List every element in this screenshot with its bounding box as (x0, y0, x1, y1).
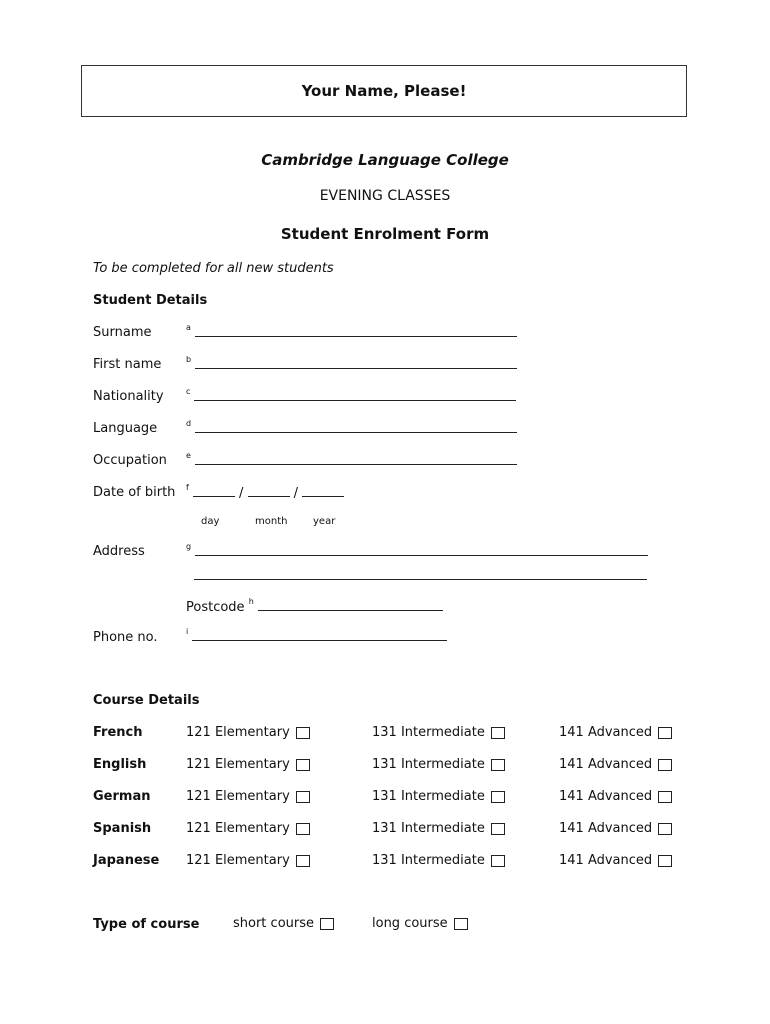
field-letter: f (186, 483, 189, 492)
course-checkbox[interactable] (296, 791, 310, 803)
short-course-option[interactable] (233, 916, 334, 931)
course-level-label: 131 Intermediate (372, 757, 485, 772)
course-checkbox[interactable] (658, 823, 672, 835)
short-course-checkbox[interactable] (320, 918, 334, 930)
field-letter: b (186, 355, 192, 364)
address-label: Address (93, 544, 145, 559)
course-checkbox[interactable] (658, 855, 672, 867)
nationality-field[interactable] (186, 388, 516, 405)
language-row-label: Japanese (93, 853, 160, 868)
course-level-label: 141 Advanced (559, 757, 653, 772)
intro-text: To be completed for all new students (93, 261, 334, 276)
course-checkbox[interactable] (491, 855, 505, 867)
first-name-label: First name (93, 357, 162, 372)
course-option[interactable] (186, 853, 310, 868)
language-label: Language (93, 421, 158, 436)
course-checkbox[interactable] (296, 727, 310, 739)
course-option[interactable] (559, 789, 672, 804)
course-level-label: 141 Advanced (559, 821, 653, 836)
course-option[interactable] (186, 757, 310, 772)
course-level-label: 121 Elementary (186, 725, 290, 740)
course-option[interactable] (559, 853, 672, 868)
long-course-checkbox[interactable] (454, 918, 468, 930)
occupation-field[interactable] (186, 452, 517, 469)
course-level-label: 131 Intermediate (372, 853, 485, 868)
field-letter: g (186, 542, 192, 551)
dob-separator: / (293, 486, 299, 501)
course-checkbox[interactable] (296, 855, 310, 867)
course-option[interactable] (372, 821, 505, 836)
course-level-label: 121 Elementary (186, 821, 290, 836)
surname-field[interactable] (186, 324, 517, 341)
course-option[interactable] (372, 853, 505, 868)
form-title: Student Enrolment Form (280, 225, 490, 243)
dob-label: Date of birth (93, 485, 176, 500)
course-checkbox[interactable] (296, 759, 310, 771)
name-box[interactable] (81, 65, 687, 117)
address-line-2[interactable] (194, 567, 647, 584)
course-checkbox[interactable] (658, 791, 672, 803)
dob-year-hint: year (313, 516, 336, 527)
course-checkbox[interactable] (658, 759, 672, 771)
college-name: Cambridge Language College (261, 151, 509, 169)
course-option[interactable] (559, 757, 672, 772)
course-level-label: 121 Elementary (186, 853, 290, 868)
course-level-label: 121 Elementary (186, 757, 290, 772)
course-option[interactable] (186, 821, 310, 836)
course-details-heading: Course Details (93, 693, 200, 708)
postcode-label: Postcode (186, 600, 245, 615)
course-level-label: 121 Elementary (186, 789, 290, 804)
dob-day-input[interactable] (193, 484, 235, 497)
course-option[interactable] (372, 725, 505, 740)
address-line-1[interactable] (186, 543, 648, 560)
field-letter: d (186, 419, 192, 428)
course-checkbox[interactable] (491, 823, 505, 835)
classes-subtitle: EVENING CLASSES (319, 188, 451, 204)
language-row-label: Spanish (93, 821, 152, 836)
dob-month-hint: month (255, 516, 288, 527)
nationality-label: Nationality (93, 389, 164, 404)
language-field[interactable] (186, 420, 517, 437)
dob-separator: / (238, 486, 244, 501)
course-option[interactable] (372, 789, 505, 804)
language-row-label: German (93, 789, 151, 804)
phone-field[interactable] (186, 628, 447, 645)
field-letter: i (186, 627, 189, 636)
course-option[interactable] (372, 757, 505, 772)
type-of-course-label: Type of course (93, 917, 200, 932)
postcode-field[interactable] (186, 598, 443, 615)
field-letter: a (186, 323, 191, 332)
course-option[interactable] (186, 789, 310, 804)
course-level-label: 141 Advanced (559, 789, 653, 804)
course-option[interactable] (559, 725, 672, 740)
student-details-heading: Student Details (93, 293, 208, 308)
course-level-label: 131 Intermediate (372, 725, 485, 740)
short-course-label: short course (233, 916, 314, 931)
course-checkbox[interactable] (491, 759, 505, 771)
language-row-label: French (93, 725, 143, 740)
long-course-option[interactable] (372, 916, 468, 931)
name-box-label: Your Name, Please! (301, 82, 467, 100)
dob-month-input[interactable] (248, 484, 290, 497)
field-letter: h (248, 597, 254, 606)
occupation-label: Occupation (93, 453, 167, 468)
phone-label: Phone no. (93, 630, 158, 645)
course-checkbox[interactable] (491, 727, 505, 739)
course-option[interactable] (186, 725, 310, 740)
field-letter: c (186, 387, 191, 396)
dob-day-hint: day (201, 516, 220, 527)
course-checkbox[interactable] (491, 791, 505, 803)
course-checkbox[interactable] (296, 823, 310, 835)
course-level-label: 131 Intermediate (372, 821, 485, 836)
language-row-label: English (93, 757, 147, 772)
course-level-label: 131 Intermediate (372, 789, 485, 804)
long-course-label: long course (372, 916, 448, 931)
course-checkbox[interactable] (658, 727, 672, 739)
course-level-label: 141 Advanced (559, 853, 653, 868)
surname-label: Surname (93, 325, 152, 340)
course-level-label: 141 Advanced (559, 725, 653, 740)
dob-year-input[interactable] (302, 484, 344, 497)
field-letter: e (186, 451, 191, 460)
course-option[interactable] (559, 821, 672, 836)
first-name-field[interactable] (186, 356, 517, 373)
dob-field[interactable] (186, 484, 344, 501)
